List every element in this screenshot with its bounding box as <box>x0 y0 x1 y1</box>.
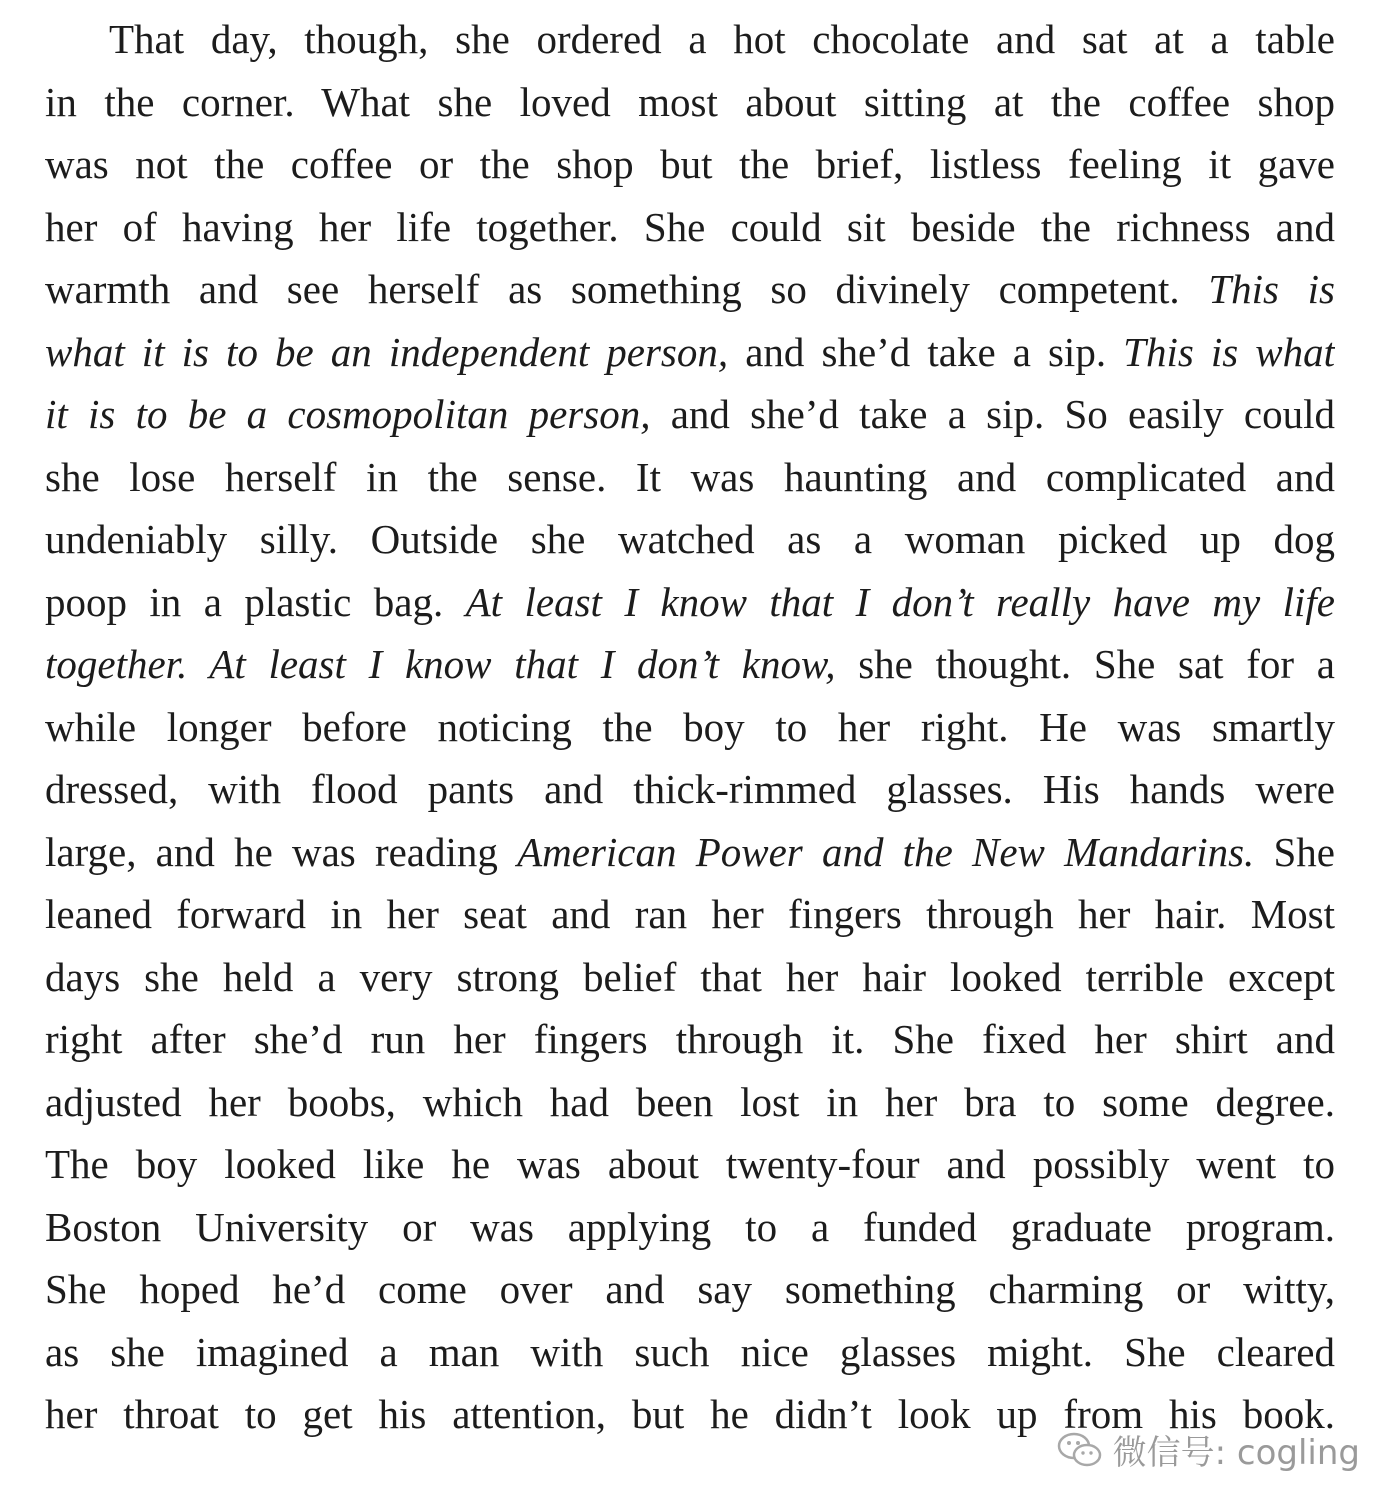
text-line <box>45 821 1335 884</box>
text-run: she lose herself in the sense. It was haunting and complicated and <box>45 453 1335 500</box>
text-run: her of having her life together. She could sit beside the richness and <box>45 203 1335 250</box>
text-line <box>45 196 1335 259</box>
text-run: The boy looked like he was about twenty-four and possibly went to <box>45 1141 1335 1187</box>
italic-text: what it is to be an independent person, <box>45 328 729 375</box>
text-line <box>45 446 1335 509</box>
italic-text: together. At least I know that I don’t know, <box>45 641 836 687</box>
text-line <box>45 1008 1335 1071</box>
text-run: undeniably silly. Outside she watched as a woman picked up dog <box>45 516 1335 562</box>
text-run: in the corner. What she loved most about sitting at the coffee shop <box>45 78 1335 125</box>
text-run: adjusted her boobs, which had been lost in her bra to some degree. <box>45 1078 1335 1125</box>
italic-text: American Power and the New Mandarins. <box>517 828 1255 875</box>
text-line <box>45 1133 1335 1196</box>
watermark-text: 微信号: cogling <box>1112 1433 1360 1473</box>
paragraph <box>45 8 1335 1446</box>
text-line <box>45 696 1335 759</box>
text-line <box>45 758 1335 821</box>
text-line <box>45 1258 1335 1321</box>
text-line <box>45 1071 1335 1134</box>
text-line <box>45 133 1335 196</box>
text-line <box>45 1321 1335 1384</box>
text-run: she thought. She sat for a <box>835 641 1335 687</box>
italic-text: At least I know that I don’t really have my life <box>465 578 1335 625</box>
italic-text: This is what <box>1123 328 1335 375</box>
text-run: as she imagined a man with such nice glasses might. She cleared <box>45 1328 1335 1375</box>
italic-text: This is <box>1208 266 1335 312</box>
text-run: right after she’d run her fingers through it. She fixed her shirt and <box>45 1016 1335 1062</box>
watermark <box>1057 1425 1360 1474</box>
text-run: poop in a plastic bag. <box>45 578 466 625</box>
text-run: and she’d take a sip. <box>728 328 1124 375</box>
text-line <box>45 883 1335 946</box>
wechat-icon <box>1057 1430 1103 1470</box>
text-line <box>45 571 1335 634</box>
text-line <box>45 258 1335 321</box>
text-run: That day, though, she ordered a hot chocolate and sat at a table <box>109 16 1335 62</box>
text-run: her throat to get his attention, but he didn’t look up from his book. <box>45 1391 1335 1437</box>
text-line <box>45 508 1335 571</box>
text-run: was not the coffee or the shop but the brief, listless feeling it gave <box>45 141 1335 187</box>
text-line <box>45 946 1335 1009</box>
text-run: days she held a very strong belief that her hair looked terrible except <box>45 953 1335 1000</box>
text-line <box>45 321 1335 384</box>
italic-text: it is to be a cosmopolitan person, <box>45 391 651 437</box>
text-run: She hoped he’d come over and say something charming or witty, <box>45 1266 1335 1312</box>
text-run: and she’d take a sip. So easily could <box>650 391 1335 437</box>
text-line <box>45 383 1335 446</box>
text-run: dressed, with flood pants and thick-rimmed glasses. His hands were <box>45 766 1335 812</box>
text-line <box>45 633 1335 696</box>
text-run: large, and he was reading <box>45 828 518 875</box>
text-line <box>45 1196 1335 1259</box>
text-run: while longer before noticing the boy to her right. He was smartly <box>45 703 1335 750</box>
text-run: leaned forward in her seat and ran her fingers through her hair. Most <box>45 891 1335 937</box>
text-line <box>45 8 1335 71</box>
text-run: She <box>1254 828 1335 875</box>
text-run: Boston University or was applying to a funded graduate program. <box>45 1203 1335 1250</box>
book-page <box>45 8 1335 1446</box>
text-run: warmth and see herself as something so divinely competent. <box>45 266 1209 312</box>
text-line <box>45 71 1335 134</box>
